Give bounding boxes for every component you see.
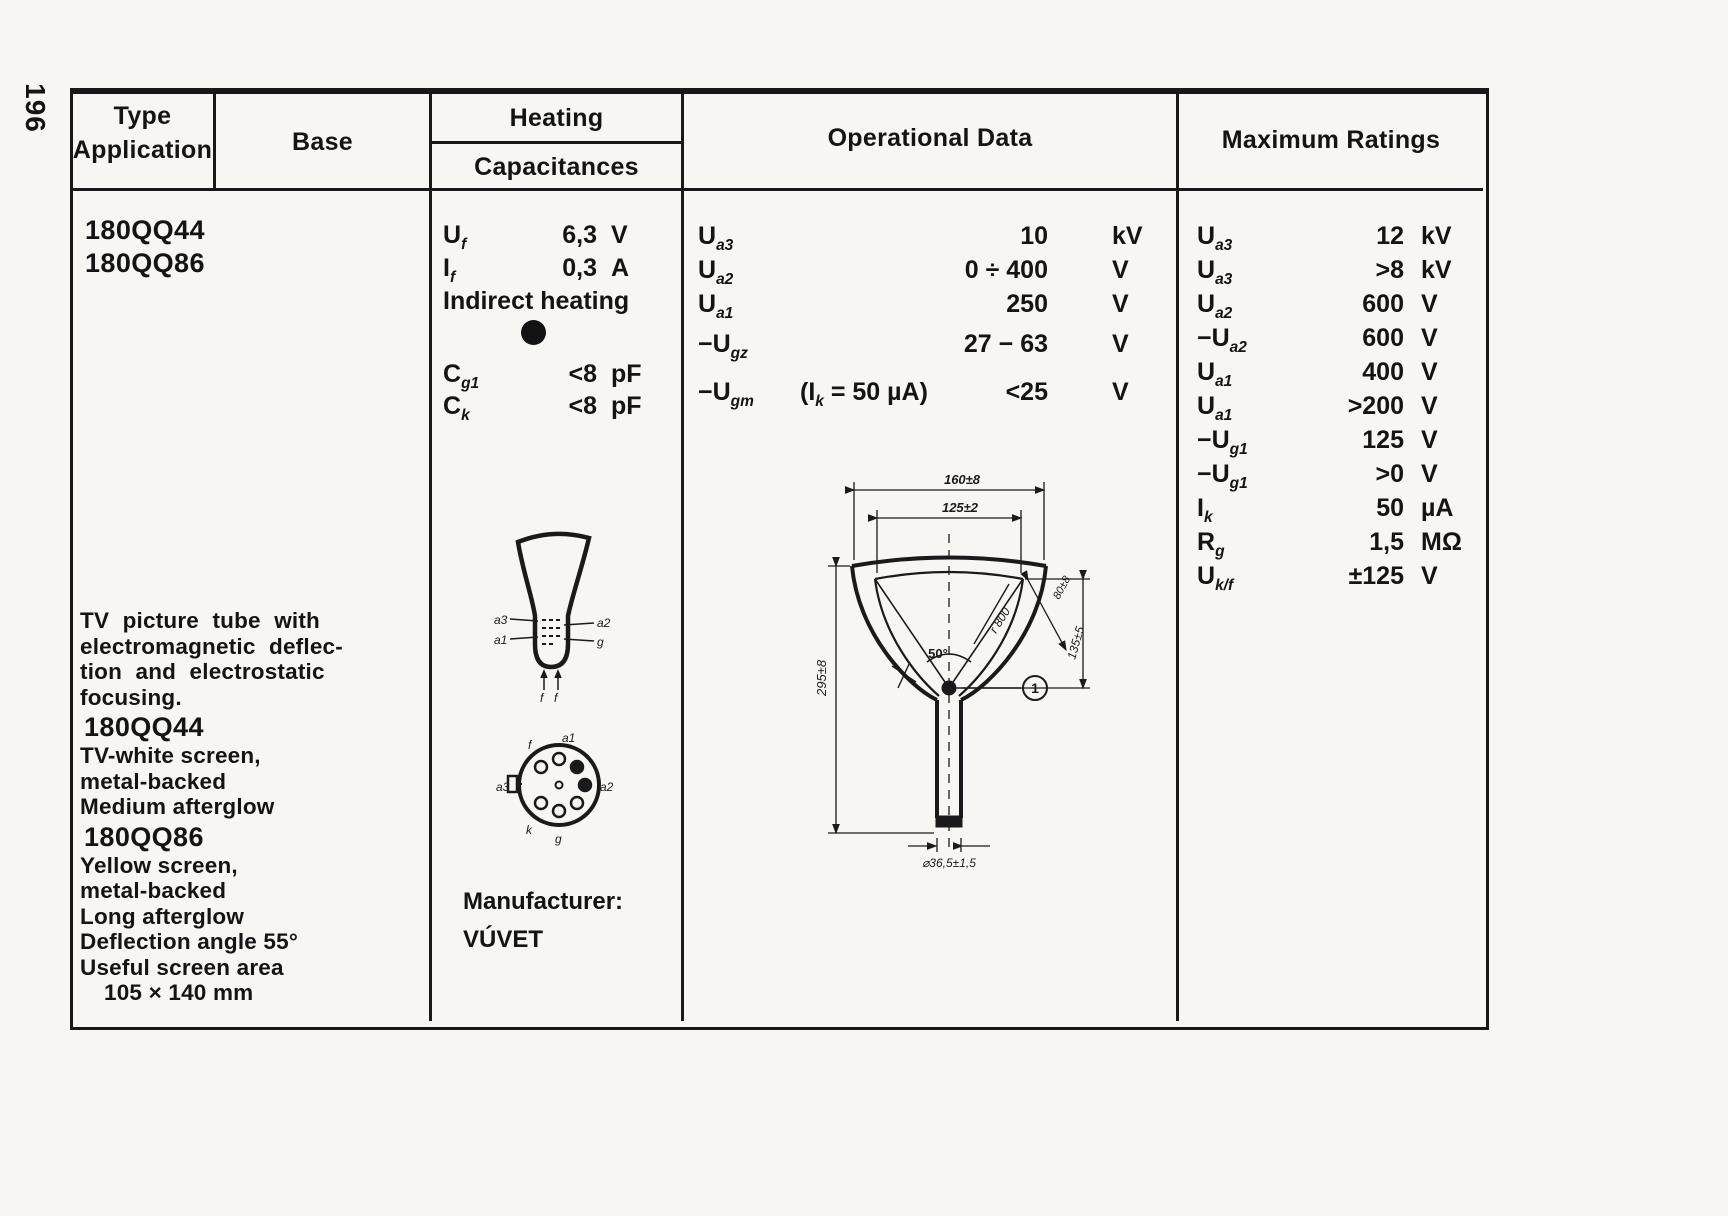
value: >0 — [1375, 460, 1404, 488]
unit: V — [1421, 562, 1438, 590]
dimension-label: 125±2 — [941, 500, 979, 515]
angle-label: 50° — [928, 646, 948, 661]
column-header-base: Base — [292, 128, 353, 156]
value: ±125 — [1348, 562, 1404, 590]
unit: V — [1421, 358, 1438, 386]
description-line: tion and electrostatic — [80, 659, 325, 684]
divider — [429, 91, 432, 1021]
max-rating-row: $U_{a3}$ 12 kV — [1197, 222, 1452, 254]
unit: pF — [611, 360, 642, 388]
dimension-label: 135±5 — [1064, 624, 1088, 661]
value: 50 — [1376, 494, 1404, 522]
value: 0,3 — [562, 254, 597, 282]
dimension-label: 160±8 — [943, 472, 981, 487]
max-rating-row: $-U_{g1}$ 125 V — [1197, 426, 1438, 458]
max-rating-row: $I_k$ 50 µA — [1197, 494, 1454, 526]
description-line: metal-backed — [80, 878, 227, 903]
pin-label: a1 — [494, 633, 508, 647]
unit: µA — [1421, 494, 1454, 522]
divider — [432, 141, 681, 144]
description-line: metal-backed — [80, 768, 227, 794]
value: 12 — [1376, 222, 1404, 250]
max-rating-row: $-U_{g1}$ >0 V — [1197, 460, 1438, 492]
heating-row: $I_f$ 0,3 A — [443, 254, 630, 286]
description-line: electromagnetic deflec- — [80, 633, 343, 659]
pin-label: a3 — [496, 780, 510, 794]
value: 6,3 — [562, 221, 597, 249]
tube-type-list — [85, 214, 205, 280]
unit: kV — [1112, 222, 1143, 250]
manufacturer-name: VÚVET — [463, 926, 544, 953]
base-pinout-diagram — [496, 728, 618, 846]
page-number: 196 — [19, 83, 51, 133]
value: <8 — [568, 360, 597, 388]
pin-label: a2 — [597, 616, 611, 630]
capacitance-row: $C_{g1}$ <8 pF — [443, 360, 642, 392]
operational-row: $U_{a2}$ 0 ÷ 400 V — [698, 256, 1129, 288]
heating-note: Indirect heating — [443, 287, 630, 315]
dimension-label: ⌀36,5±1,5 — [922, 856, 976, 870]
divider — [681, 91, 684, 1021]
operational-row: $U_{a1}$ 250 V — [698, 290, 1129, 322]
capacitance-row: $C_k$ <8 pF — [443, 392, 642, 424]
value: >8 — [1375, 256, 1404, 284]
value: 400 — [1362, 358, 1404, 386]
description-line: Yellow screen, — [80, 852, 238, 878]
value: 27 − 63 — [963, 330, 1048, 358]
value: 600 — [1362, 324, 1404, 352]
divider — [70, 188, 1483, 191]
value: <25 — [1005, 378, 1048, 406]
pin-label: a3 — [494, 613, 508, 627]
value: 0 ÷ 400 — [964, 256, 1048, 284]
unit: kV — [1421, 222, 1452, 250]
tube-side-view-diagram — [490, 524, 640, 704]
pin-label: a1 — [562, 731, 576, 745]
tube-type: 180QQ86 — [85, 248, 205, 278]
value: 1,5 — [1369, 528, 1404, 556]
dimension-label: 295±8 — [814, 659, 829, 696]
max-rating-row: $U_{a1}$ 400 V — [1197, 358, 1438, 390]
getter-dot-icon — [521, 320, 546, 345]
column-header-heating: Heating — [509, 104, 604, 132]
column-header-operational-data: Operational Data — [827, 124, 1033, 152]
dimension-label: 80±8 — [1051, 574, 1074, 602]
pin-label: f — [540, 691, 544, 704]
max-rating-row: $-U_{a2}$ 600 V — [1197, 324, 1438, 356]
pin-label: f — [528, 738, 532, 752]
max-rating-row: $R_g$ 1,5 MΩ — [1197, 528, 1462, 560]
unit: V — [1112, 290, 1129, 318]
dimension-label: r 800 — [986, 604, 1014, 636]
operational-row: $-U_{gm}$ ($I_k = 50$ µA) <25 V — [698, 378, 1129, 410]
description-line: Deflection angle 55° — [80, 929, 299, 954]
unit: V — [1112, 330, 1129, 358]
pin-label: a2 — [600, 780, 614, 794]
unit: V — [1421, 324, 1438, 352]
unit: V — [1112, 378, 1129, 406]
max-rating-row: $U_{a3}$ >8 kV — [1197, 256, 1452, 288]
description-line: Useful screen area — [80, 954, 284, 980]
value: >200 — [1347, 392, 1404, 420]
operational-row: $U_{a3}$ 10 kV — [698, 222, 1143, 254]
max-rating-row: $U_{k/f}$ ±125 V — [1197, 562, 1438, 594]
pin-label: g — [597, 635, 604, 649]
pin-label: f — [554, 691, 558, 704]
unit: V — [1421, 426, 1438, 454]
variant-title: 180QQ44 — [84, 712, 204, 742]
manufacturer-label: Manufacturer: — [463, 888, 624, 915]
unit: kV — [1421, 256, 1452, 284]
max-rating-row: $U_{a2}$ 600 V — [1197, 290, 1438, 322]
application-description — [80, 608, 385, 1006]
unit: V — [1421, 460, 1438, 488]
value: 10 — [1020, 222, 1048, 250]
value: 600 — [1362, 290, 1404, 318]
tube-type: 180QQ44 — [85, 215, 205, 245]
screen-area-value: 105 × 140 mm — [104, 980, 254, 1005]
value: 250 — [1006, 290, 1048, 318]
max-rating-row: $U_{a1}$ >200 V — [1197, 392, 1438, 424]
value: 125 — [1362, 426, 1404, 454]
unit: MΩ — [1421, 528, 1462, 556]
divider — [1176, 91, 1179, 1021]
description-line: TV-white screen, — [80, 743, 261, 768]
unit: A — [611, 254, 630, 282]
unit: V — [1112, 256, 1129, 284]
pin-label: k — [526, 823, 532, 837]
column-header-application: Application — [72, 136, 213, 164]
condition: ($I_k = 50$ µA) — [800, 378, 928, 410]
column-header-maximum-ratings: Maximum Ratings — [1221, 126, 1441, 154]
unit: V — [1421, 290, 1438, 318]
unit: pF — [611, 392, 642, 420]
heating-row: $U_f$ 6,3 V — [443, 221, 628, 253]
value: <8 — [568, 392, 597, 420]
pin-label: g — [555, 832, 562, 846]
description-line: focusing. — [80, 684, 182, 710]
variant-title: 180QQ86 — [84, 821, 204, 852]
description-line: TV picture tube with — [80, 608, 321, 633]
unit: V — [611, 221, 628, 249]
operational-row: $-U_{gz}$ 27 − 63 V — [698, 330, 1129, 362]
unit: V — [1421, 392, 1438, 420]
callout-number: 1 — [1031, 680, 1039, 696]
description-line: Medium afterglow — [80, 794, 275, 819]
column-header-type: Type — [113, 102, 172, 130]
column-header-capacitances: Capacitances — [474, 153, 639, 181]
tube-outline-dimension-drawing — [812, 448, 1114, 878]
description-line: Long afterglow — [80, 903, 245, 929]
